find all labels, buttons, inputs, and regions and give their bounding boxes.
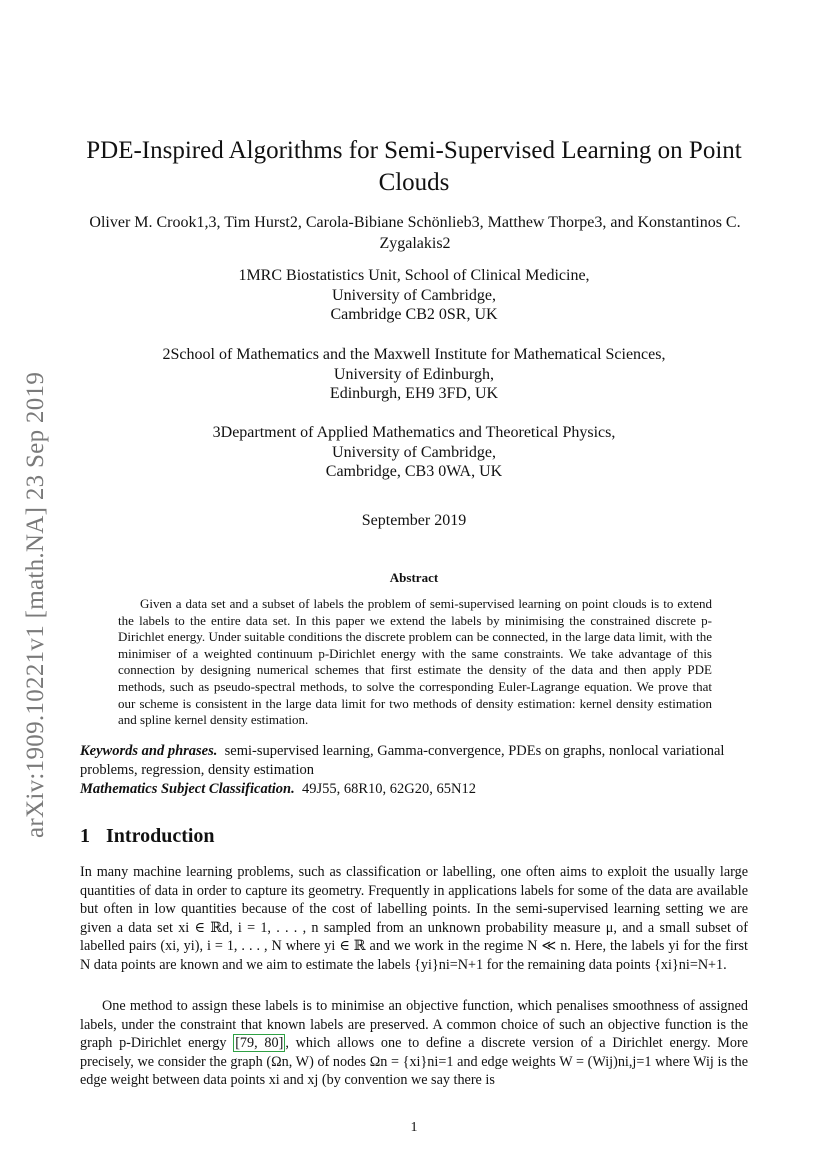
citation-link[interactable]: [79, 80] (235, 1035, 284, 1052)
affiliation-line: Cambridge CB2 0SR, UK (330, 306, 498, 323)
affiliation-line: Cambridge, CB3 0WA, UK (325, 463, 503, 480)
msc-heading: Mathematics Subject Classification. (80, 781, 295, 797)
affiliation-line: University of Edinburgh, (333, 365, 495, 383)
page-number: 1 (410, 1120, 418, 1135)
intro-paragraph-2 (80, 997, 748, 1090)
section-heading (80, 825, 215, 848)
affiliation-line: University of Cambridge, (332, 286, 496, 304)
keywords-text: semi-supervised learning, Gamma-convergence, PDEs on graphs, nonlocal variational problems, regression, density estimation (80, 743, 725, 778)
msc-block (80, 781, 750, 798)
msc-codes: 49J55, 68R10, 62G20, 65N12 (301, 781, 476, 797)
affiliation-line: University of Cambridge, (332, 443, 496, 461)
section-title: Introduction (106, 825, 215, 847)
publication-date: September 2019 (361, 512, 467, 529)
arxiv-identifier: arXiv:1909.10221v1 [math.NA] 23 Sep 2019 (22, 371, 49, 839)
affiliation-line: 3Department of Applied Mathematics and Theoretical Physics, (212, 424, 616, 441)
affiliation-line: 2School of Mathematics and the Maxwell Institute for Mathematical Sciences, (162, 346, 666, 363)
affiliation-1 (80, 266, 748, 325)
intro-text-b: , which allows one to define a discrete version of a Dirichlet energy. More precisely, we consider the graph (Ωn, W) of nodes Ωn = {xi}ni=1 and edge weights W = (Wij)ni,j=1 where Wij is the edge weight between data points xi and xj (by convention we say there is (80, 1035, 748, 1089)
author-list: Oliver M. Crook1,3, Tim Hurst2, Carola-Bibiane Schönlieb3, Matthew Thorpe3, and Konstantinos C. Zygalakis2 (89, 214, 741, 252)
keywords-heading: Keywords and phrases. (80, 743, 218, 759)
affiliation-line: 1MRC Biostatistics Unit, School of Clinical Medicine, (238, 267, 590, 284)
affiliation-line: Edinburgh, EH9 3FD, UK (329, 385, 499, 402)
abstract-heading: Abstract (389, 570, 439, 585)
section-number: 1 (80, 825, 90, 847)
abstract-text: Given a data set and a subset of labels the problem of semi-supervised learning on point clouds is to extend the labels to the entire data set. In this paper we extend the labels by minimising the constrained discrete p-Dirichlet energy. Under suitable conditions the discrete problem can be connected, in the large data limit, with the minimiser of a weighted continuum p-Dirichlet energy with the same constraints. We take advantage of this connection by designing numerical schemes that first estimate the density of the data and then apply PDE methods, such as pseudo-spectral methods, to solve the corresponding Euler-Lagrange equation. We prove that our scheme is consistent in the large data limit for two methods of density estimation: kernel density estimation and spline kernel density estimation. (118, 596, 712, 728)
paper-title: PDE-Inspired Algorithms for Semi-Supervised Learning on Point Clouds (86, 137, 742, 196)
keywords-block (80, 742, 750, 779)
intro-paragraph-1: In many machine learning problems, such as classification or labelling, one often aims to exploit the usually large quantities of data in order to capture its geometry. Frequently in applications labels for some of the data are available but often in low quantities because of the cost of labelling points. In the semi-supervised learning setting we are given a data set xi ∈ ℝd, i = 1, . . . , n sampled from an unknown probability measure μ, and a small subset of labelled pairs (xi, yi), i = 1, . . . , N where yi ∈ ℝ and we work in the regime N ≪ n. Here, the labels yi for the first N data points are known and we aim to estimate the labels {yi}ni=N+1 for the remaining data points {xi}ni=N+1. (80, 864, 748, 973)
affiliation-2 (80, 345, 748, 404)
intro-text-a: One method to assign these labels is to minimise an objective function, which penalises smoothness of assigned labels, under the constraint that known labels are preserved. A common choice of such an objective function is the graph p-Dirichlet energy (80, 998, 748, 1052)
affiliation-3 (80, 423, 748, 482)
